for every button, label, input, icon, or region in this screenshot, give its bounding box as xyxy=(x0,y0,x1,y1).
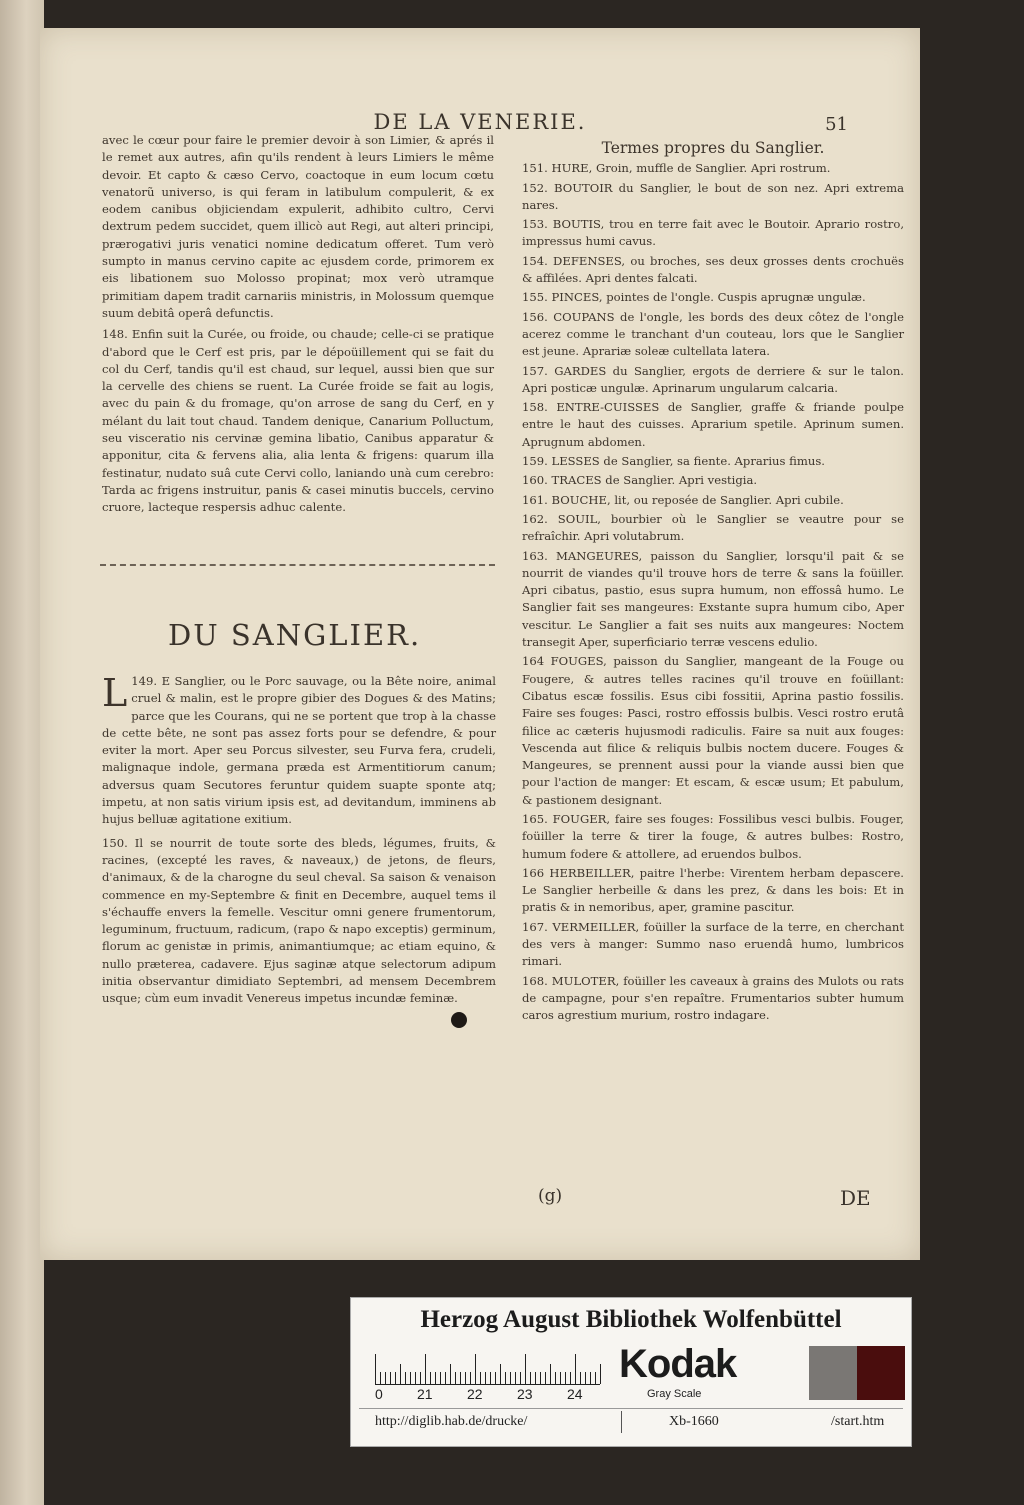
ruler-tick xyxy=(585,1372,586,1384)
left-column-bottom xyxy=(102,673,496,1010)
ruler-tick xyxy=(525,1354,526,1384)
right-column xyxy=(522,140,904,1027)
ruler-tick xyxy=(415,1372,416,1384)
ruler-tick xyxy=(535,1372,536,1384)
ruler-tick xyxy=(540,1372,541,1384)
paragraph-text: E Sanglier, ou le Porc sauvage, ou la Bête noire, animal cruel & malin, est le propre gibier des Dogues & des Matins; parce que les Courans, qui ne se portent que trop à la chasse de cette bête, ne sont pas assez forts pour se defendre, & pour eviter la mort. Aper seu Porcus silvester, seu Furva fera, crudeli, malignaque indole, germana præda est Armentitiorum canum; adversus quam Secutores feruntur quidem suapte sponte atq; impetu, at non satis virium ipsis est, ad devitandum, imminens ab hujus belluæ agitatione exitium. xyxy=(102,674,496,827)
ruler-label: 0 xyxy=(375,1386,383,1402)
term-entry: 163. MANGEURES, paisson du Sanglier, lorsqu'il pait & se nourrit de viandes qu'il trouve hors de terre & sans la foüiller. Apri cibatus, pastio, esus supra humum, non effossâ humo. Le Sanglier fait ses mangeures: Exstante supra humum cibo, Aper vescitur. Le Sanglier a fait ses nuits aux mangeures: Noctem transegit Aper, superficiario terræ vescens edulio. xyxy=(522,548,904,650)
ruler-tick xyxy=(420,1372,421,1384)
ruler-tick xyxy=(555,1372,556,1384)
term-entry: 156. COUPANS de l'ongle, les bords des deux côtez de l'ongle acerez comme le tranchant d'un couteau, lors que le Sanglier est jeune. Aprariæ soleæ cultellata latera. xyxy=(522,309,904,359)
running-head: DE LA VENERIE. xyxy=(373,110,587,134)
ruler-label: 21 xyxy=(417,1386,433,1402)
paragraph-150: 150. Il se nourrit de toute sorte des bleds, légumes, fruits, & racines, (excepté les raves, & naveaux,) de jetons, de fleurs, d'animaux, & de la charogne du seul cheval. Sa saison & venaison commence en my-Septembre & finit en Decembre, auquel tems il s'échauffe envers la femelle. Vescitur omni genere frumentorum, leguminum, fructuum, radicum, (rapo & napo exceptis) germinum, florum ac genistæ in primis, animantiumque; ac etiam equino, & nullo præterea, cadavere. Ejus saginæ atque selectorum adipum initia observantur dimidiato Septembri, ad mensem Decembrem usque; cùm eum invadit Venereus impetus incundæ feminæ. xyxy=(102,835,496,1006)
ruler-tick xyxy=(430,1372,431,1384)
term-entry: 166 HERBEILLER, paitre l'herbe: Virentem herbam depascere. Le Sanglier herbeille & dans les prez, & dans les bois: Et in pratis & in nemoribus, aper, gramine pascitur. xyxy=(522,865,904,915)
paragraph: avec le cœur pour faire le premier devoir à son Limier, & aprés il le remet aux autres, afin qu'ils rendent à leurs Limiers le même devoir. Et capto & cæso Cervo, coactoque in eum locum cœtu venatorũ universo, is qui feram in latibulum compulerit, & ex eodem canibus objiciendam expulerit, adhibito cultro, Cervi dextrum pedem succidet, quem illicò aut Regi, aut alteri principi, prærogativi juris venatici nomine dedicatum offeret. Tum verò sumpto in manus cervino capite ac ejusdem corde, primorem ex eis libationem suo Molosso propinat; mox verò utramque primitiam dapem tradit carnariis ministris, in Molossum quemque suum debitâ operâ defunctis. xyxy=(102,133,494,320)
term-entry: 167. VERMEILLER, foüiller la surface de la terre, en cherchant des vers à manger: Summo naso eruendâ humo, lumbricos rimari. xyxy=(522,919,904,969)
section-title: DU SANGLIER. xyxy=(168,618,422,652)
page-number: 51 xyxy=(825,114,848,135)
term-entry: 155. PINCES, pointes de l'ongle. Cuspis aprugnæ ungulæ. xyxy=(522,290,866,305)
term-entry: 152. BOUTOIR du Sanglier, le bout de son nez. Apri extrema nares. xyxy=(522,180,904,212)
ruler-tick xyxy=(550,1364,551,1384)
ruler-tick xyxy=(435,1372,436,1384)
gray-swatch xyxy=(857,1346,905,1400)
term-entry: 157. GARDES du Sanglier, ergots de derriere & sur le talon. Apri posticæ ungulæ. Aprinarum ungularum calcaria. xyxy=(522,363,904,395)
ruler-tick xyxy=(520,1372,521,1384)
left-column-top xyxy=(102,132,494,519)
ruler-tick xyxy=(475,1354,476,1384)
ruler-tick xyxy=(445,1372,446,1384)
ruler-label: 23 xyxy=(517,1386,533,1402)
ruler-tick xyxy=(470,1372,471,1384)
ruler-tick xyxy=(595,1372,596,1384)
ruler-tick xyxy=(565,1372,566,1384)
ink-blot xyxy=(451,1012,467,1028)
ruler-label: 24 xyxy=(567,1386,583,1402)
ruler-tick xyxy=(480,1372,481,1384)
ruler-tick xyxy=(510,1372,511,1384)
ruler-tick xyxy=(490,1372,491,1384)
paragraph-number: 149. xyxy=(131,674,158,688)
section-divider xyxy=(100,564,495,566)
ruler-tick xyxy=(405,1372,406,1384)
term-entry: 165. FOUGER, faire ses fouges: Fossilibus vesci bulbis. Fouger, foüiller la terre & tirer la fouge, & autres bulbes: Rostro, humum fodere & attollere, ad eruendos bulbos. xyxy=(522,811,904,861)
ruler-tick xyxy=(495,1372,496,1384)
ruler-label: 22 xyxy=(467,1386,483,1402)
right-column-title: Termes propres du Sanglier. xyxy=(601,139,825,157)
book-page xyxy=(40,28,920,1260)
bleed-through-text xyxy=(2,120,42,1020)
term-entry: 159. LESSES de Sanglier, sa fiente. Aprarius fimus. xyxy=(522,454,825,469)
ruler-tick xyxy=(485,1372,486,1384)
ruler-tick xyxy=(460,1372,461,1384)
library-name: Herzog August Bibliothek Wolfenbüttel xyxy=(420,1306,842,1333)
ruler-tick xyxy=(395,1372,396,1384)
ruler-tick xyxy=(590,1372,591,1384)
gray-scale-label: Gray Scale xyxy=(647,1388,702,1400)
measurement-ruler xyxy=(375,1348,600,1385)
ruler-tick xyxy=(375,1354,376,1384)
archive-target-strip xyxy=(350,1297,912,1447)
gray-swatch xyxy=(809,1346,857,1400)
ruler-tick xyxy=(410,1372,411,1384)
ruler-tick xyxy=(560,1372,561,1384)
drop-cap: L xyxy=(102,671,128,715)
term-entry: 161. BOUCHE, lit, ou reposée de Sanglier. Apri cubile. xyxy=(522,492,844,507)
ruler-tick xyxy=(545,1372,546,1384)
previous-page-edge xyxy=(0,0,44,1505)
separator xyxy=(621,1411,622,1433)
term-entry: 168. MULOTER, foüiller les caveaux à grains des Mulots ou rats de campagne, pour s'en repaître. Frumentarios subter humum caros agrestium murium, rostro indagare. xyxy=(522,973,904,1023)
term-entry: 151. HURE, Groin, muffle de Sanglier. Apri rostrum. xyxy=(522,161,831,176)
term-entry: 164 FOUGES, paisson du Sanglier, mangeant de la Fouge ou Fougere, & autres telles racines qu'il trouve en foüillant: Cibatus escæ fossilis. Esus cibi fossitii, Aprina pastio fossilis. Faire ses fouges: Pasci, rostro effossis bulbis. Vesci rostro erutâ filice ac cæteris hujusmodi radiculis. Faire sa nuit aux fouges: Vescenda aut filice & reliquis bulbis noctem ducere. Fouges & Mangeures, se prennent aussi pour la viande aussi bien que pour l'action de manger: Et escam, & escæ usum; Et pabulum, & pastionem designant. xyxy=(522,654,904,807)
ruler-tick xyxy=(600,1364,601,1384)
ruler-tick xyxy=(400,1364,401,1384)
ruler-tick xyxy=(455,1372,456,1384)
term-entry: 154. DEFENSES, ou broches, ses deux grosses dents crochuës & affilées. Apri dentes falcati. xyxy=(522,253,904,286)
ruler-tick xyxy=(450,1364,451,1384)
ruler-tick xyxy=(580,1372,581,1384)
ruler-tick xyxy=(385,1372,386,1384)
ruler-tick xyxy=(505,1372,506,1384)
catchword: DE xyxy=(840,1186,871,1210)
ruler-tick xyxy=(530,1372,531,1384)
ruler-tick xyxy=(500,1364,501,1384)
ruler-tick xyxy=(390,1372,391,1384)
ruler-tick xyxy=(515,1372,516,1384)
paragraph-149 xyxy=(102,673,496,829)
divider xyxy=(359,1408,903,1409)
ruler-tick xyxy=(570,1372,571,1384)
term-entry: 158. ENTRE-CUISSES de Sanglier, graffe & friande poulpe entre le haut des cuisses. Aprarium spetile. Aprinum sumen. Aprugnum abdomen. xyxy=(522,400,904,449)
ruler-tick xyxy=(575,1354,576,1384)
ruler-tick xyxy=(380,1372,381,1384)
start-path: /start.htm xyxy=(831,1414,885,1429)
term-entry: 153. BOUTIS, trou en terre fait avec le Boutoir. Aprario rostro, impressus humi cavus. xyxy=(522,217,904,249)
ruler-tick xyxy=(425,1354,426,1384)
paragraph-148: 148. Enfin suit la Curée, ou froide, ou chaude; celle-ci se pratique d'abord que le Cerf est pris, par le dépoüillement qui se fait du col du Cerf, tandis qu'il est chaud, sur lequel, aussi bien que sur la cervelle des chiens se ruent. La Curée froide se fait au logis, avec du pain & du fromage, qu'on arrose de sang du Cerf, en y mélant du lait tout chaud. Tandem denique, Canarium Polluctum, seu visceratio nis cervinæ gemina libatio, Canibus apparatur & apponitur, cita & fervens alia, alia lenta & frigens: quarum illa festinatur, nudato suâ cute Cervi collo, laniando unà cum cerebro: Tarda ac frigens instruitur, panis & casei minutis buccels, cervino cruore, lacteque respersis adhuc calente. xyxy=(102,327,494,515)
shelfmark: Xb-1660 xyxy=(669,1414,719,1429)
ruler-tick xyxy=(440,1372,441,1384)
signature-mark: (g) xyxy=(538,1186,563,1206)
term-entry: 162. SOUIL, bourbier où le Sanglier se veautre pour se refraîchir. Apri volutabrum. xyxy=(522,511,904,544)
kodak-logo: Kodak xyxy=(619,1342,737,1386)
term-entry: 160. TRACES de Sanglier. Apri vestigia. xyxy=(522,473,758,488)
library-url: http://diglib.hab.de/drucke/ xyxy=(375,1414,528,1429)
ruler-tick xyxy=(465,1372,466,1384)
